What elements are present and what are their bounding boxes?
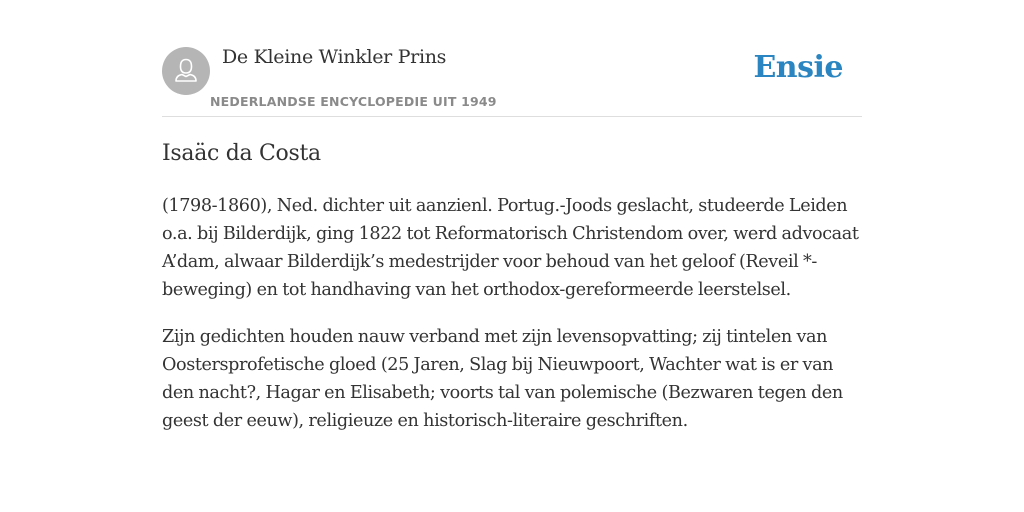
source-title[interactable]: De Kleine Winkler Prins [222, 46, 447, 68]
avatar[interactable] [162, 47, 210, 95]
source-subtitle: NEDERLANDSE ENCYCLOPEDIE UIT 1949 [210, 94, 497, 109]
page-header [162, 46, 862, 117]
article-paragraph-1: (1798-1860), Ned. dichter uit aanzienl. Portug.-Joods geslacht, studeerde Leiden o.a. bij Bilderdijk, ging 1822 tot Reformatorisch Christendom over, werd advocaat A’dam, alwaar Bilderdijk’s medestrijder voor behoud van het geloof (Reveil *-beweging) en tot handhaving van het orthodox-gereformeerde leerstelsel. [162, 196, 859, 300]
brand-logo[interactable]: Ensie [753, 50, 843, 85]
article [162, 138, 864, 435]
user-silhouette-icon [162, 47, 210, 95]
article-paragraph-2: Zijn gedichten houden nauw verband met zijn levensopvatting; zij tintelen van Oostersprofetische gloed (25 Jaren, Slag bij Nieuwpoort, Wachter wat is er van den nacht?, Hagar en Elisabeth; voorts tal van polemische (Bezwaren tegen den geest der eeuw), religieuze en historisch-literaire geschriften. [162, 327, 843, 431]
article-title: Isaäc da Costa [162, 141, 321, 166]
